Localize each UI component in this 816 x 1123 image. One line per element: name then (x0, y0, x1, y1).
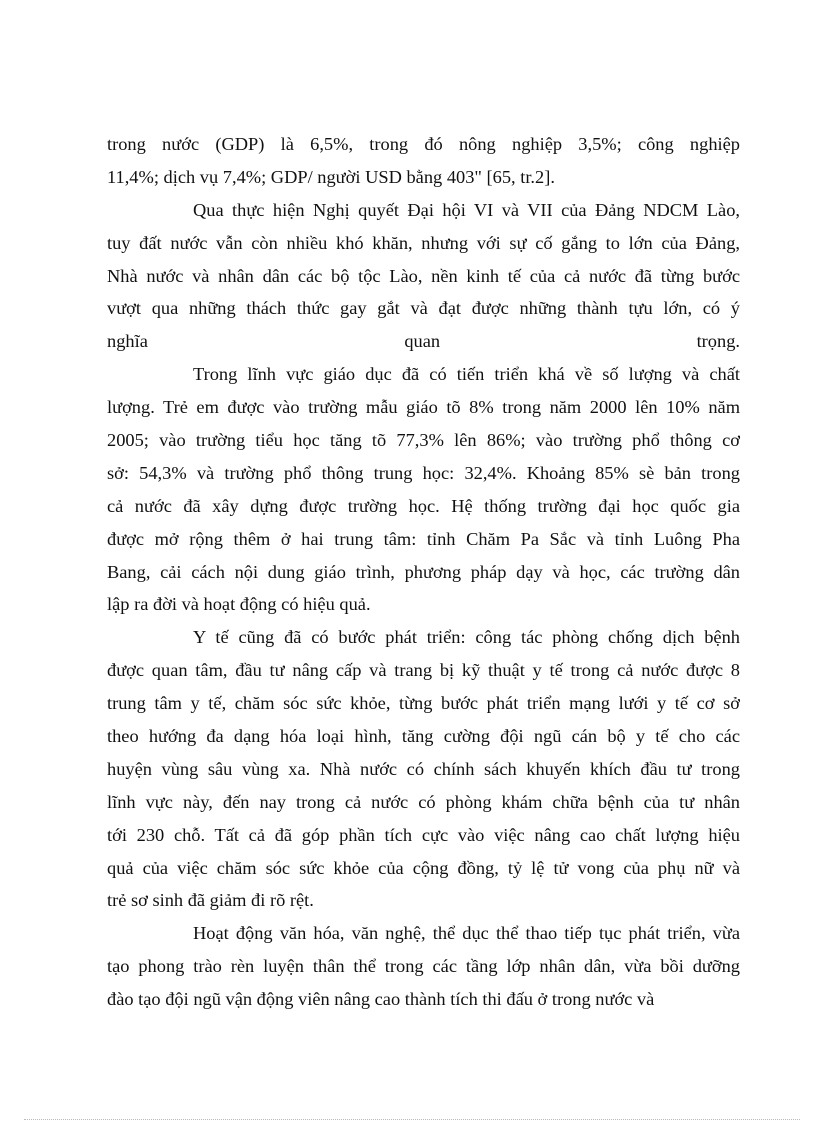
text-line: trung tâm y tế, chăm sóc sức khỏe, từng bước phát triển mạng lưới y tế cơ sở (107, 693, 740, 714)
text-line: đào tạo đội ngũ vận động viên nâng cao thành tích thi đấu ở trong nước và (107, 989, 655, 1010)
text-line: 2005; vào trường tiểu học tăng tõ 77,3% lên 86%; vào trường phổ thông cơ (107, 430, 740, 451)
text-line: quả của việc chăm sóc sức khỏe của cộng đồng, tỷ lệ tử vong của phụ nữ và (107, 857, 740, 878)
body-text (107, 128, 740, 1016)
text-line: được mở rộng thêm ở hai trung tâm: tỉnh Chăm Pa Sắc và tỉnh Luông Pha (107, 528, 740, 549)
text-line: trẻ sơ sinh đã giảm đi rõ rệt. (107, 890, 314, 911)
text-line: lĩnh vực này, đến nay trong cả nước có phòng khám chữa bệnh của tư nhân (107, 791, 740, 812)
text-line: tuy đất nước vẫn còn nhiều khó khăn, nhưng với sự cố gắng to lớn của Đảng, (107, 232, 740, 253)
text-line: huyện vùng sâu vùng xa. Nhà nước có chính sách khuyến khích đầu tư trong (107, 758, 740, 779)
paragraph-economic-achievements (107, 194, 740, 358)
text-line: Hoạt động văn hóa, văn nghệ, thể dục thể thao tiếp tục phát triển, vừa (193, 923, 740, 944)
text-line: 11,4%; dịch vụ 7,4%; GDP/ người USD bằng 403" [65, tr.2]. (107, 166, 555, 187)
text-line: trong nước (GDP) là 6,5%, trong đó nông nghiệp 3,5%; công nghiệp (107, 134, 740, 154)
text-line: tới 230 chỗ. Tất cả đã góp phần tích cực vào việc nâng cao chất lượng hiệu (107, 824, 740, 845)
paragraph-culture-sports (107, 917, 740, 1016)
text-line: Trong lĩnh vực giáo dục đã có tiến triển khá về số lượng và chất (193, 364, 740, 385)
text-line: lượng. Trẻ em được vào trường mẫu giáo tõ 8% trong năm 2000 lên 10% năm (107, 397, 740, 418)
text-line: Qua thực hiện Nghị quyết Đại hội VI và VII của Đảng NDCM Lào, (193, 199, 740, 220)
text-line: sở: 54,3% và trường phổ thông trung học: 32,4%. Khoảng 85% sè bản trong (107, 462, 740, 483)
paragraph-education (107, 358, 740, 621)
text-line: tạo phong trào rèn luyện thân thể trong các tầng lớp nhân dân, vừa bồi dưỡng (107, 956, 740, 977)
text-line: Bang, cải cách nội dung giáo trình, phương pháp dạy và học, các trường dân (107, 561, 740, 582)
text-line: theo hướng đa dạng hóa loại hình, tăng cường đội ngũ cán bộ y tế cho các (107, 726, 740, 747)
paragraph-gdp-summary (107, 128, 740, 194)
text-line: vượt qua những thách thức gay gắt và đạt được những thành tựu lớn, có ý (107, 298, 740, 319)
text-line: nghĩa quan trọng. (107, 331, 740, 352)
text-line: được quan tâm, đầu tư nâng cấp và trang bị kỹ thuật y tế trong cả nước được 8 (107, 660, 740, 681)
text-line: cả nước đã xây dựng được trường học. Hệ thống trường đại học quốc gia (107, 495, 740, 516)
text-line: Y tế cũng đã có bước phát triển: công tác phòng chống dịch bệnh (193, 627, 740, 648)
text-line: Nhà nước và nhân dân các bộ tộc Lào, nền kinh tế của cả nước đã từng bước (107, 265, 740, 286)
page-bottom-divider (24, 1119, 800, 1120)
paragraph-healthcare (107, 621, 740, 917)
text-line: lập ra đời và hoạt động có hiệu quả. (107, 594, 371, 615)
